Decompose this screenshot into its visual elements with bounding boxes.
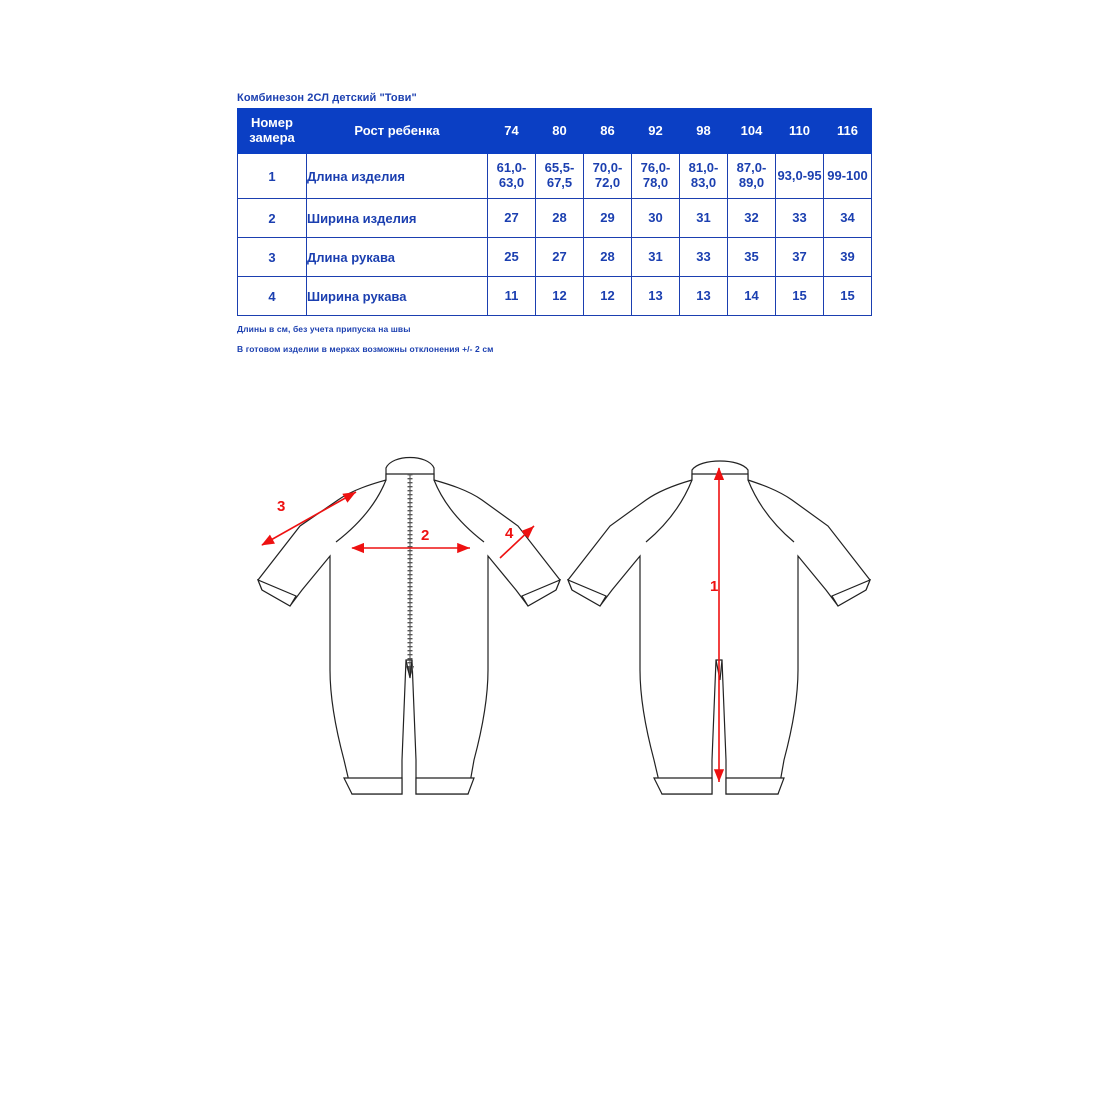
row-3-value-110: 37	[776, 238, 824, 277]
row-3-value-74: 25	[488, 238, 536, 277]
table-row	[238, 277, 872, 316]
header-size-74: 74	[488, 109, 536, 154]
marker-label-2: 2	[421, 527, 430, 544]
row-3-value-104: 35	[728, 238, 776, 277]
header-measure-number	[238, 109, 307, 154]
row-4-value-110: 15	[776, 277, 824, 316]
row-1-value-74: 61,0-63,0	[488, 154, 536, 199]
row-3-value-98: 33	[680, 238, 728, 277]
back-right-leg-cuff	[726, 778, 784, 794]
row-4-value-116: 15	[824, 277, 872, 316]
marker-label-1: 1	[710, 578, 719, 595]
row-4-value-86: 12	[584, 277, 632, 316]
back-left-leg-cuff	[654, 778, 712, 794]
row-2-value-74: 27	[488, 199, 536, 238]
row-2-value-80: 28	[536, 199, 584, 238]
garment-illustration	[0, 430, 1100, 850]
size-table	[237, 108, 872, 316]
header-size-110: 110	[776, 109, 824, 154]
header-size-80: 80	[536, 109, 584, 154]
row-2-value-86: 29	[584, 199, 632, 238]
front-left-leg-cuff	[344, 778, 402, 794]
row-2-value-110: 33	[776, 199, 824, 238]
row-4-name: Ширина рукава	[307, 277, 488, 316]
product-title: Комбинезон 2СЛ детский "Тови"	[237, 92, 417, 104]
row-2-value-104: 32	[728, 199, 776, 238]
row-3-value-116: 39	[824, 238, 872, 277]
header-size-104: 104	[728, 109, 776, 154]
size-table-header	[238, 109, 872, 154]
row-3-value-86: 28	[584, 238, 632, 277]
front-right-leg-cuff	[416, 778, 474, 794]
table-row	[238, 199, 872, 238]
row-4-value-80: 12	[536, 277, 584, 316]
table-header-row	[238, 109, 872, 154]
note-tolerance: В готовом изделии в мерках возможны отклонения +/- 2 см	[237, 344, 494, 354]
row-2-value-98: 31	[680, 199, 728, 238]
header-measure-number-line2: замера	[249, 130, 295, 145]
row-2-number: 2	[238, 199, 307, 238]
size-chart-block	[237, 92, 868, 354]
row-1-value-116: 99-100	[824, 154, 872, 199]
row-4-number: 4	[238, 277, 307, 316]
row-2-value-116: 34	[824, 199, 872, 238]
marker-label-4: 4	[505, 525, 514, 542]
row-3-name: Длина рукава	[307, 238, 488, 277]
table-row	[238, 238, 872, 277]
header-size-92: 92	[632, 109, 680, 154]
header-size-86: 86	[584, 109, 632, 154]
row-1-value-80: 65,5-67,5	[536, 154, 584, 199]
row-1-value-92: 76,0-78,0	[632, 154, 680, 199]
row-1-value-110: 93,0-95	[776, 154, 824, 199]
garment-drawing-svg	[0, 430, 1100, 850]
header-measure-number-line1: Номер	[251, 115, 293, 131]
row-1-name: Длина изделия	[307, 154, 488, 199]
row-1-number: 1	[238, 154, 307, 199]
row-4-value-98: 13	[680, 277, 728, 316]
header-size-116: 116	[824, 109, 872, 154]
row-3-number: 3	[238, 238, 307, 277]
row-1-value-98: 81,0-83,0	[680, 154, 728, 199]
size-table-body	[238, 154, 872, 316]
row-2-name: Ширина изделия	[307, 199, 488, 238]
row-2-value-92: 30	[632, 199, 680, 238]
row-4-value-104: 14	[728, 277, 776, 316]
front-view	[258, 458, 560, 795]
row-3-value-80: 27	[536, 238, 584, 277]
marker-label-3: 3	[277, 498, 286, 515]
table-row	[238, 154, 872, 199]
row-3-value-92: 31	[632, 238, 680, 277]
row-4-value-74: 11	[488, 277, 536, 316]
header-size-98: 98	[680, 109, 728, 154]
row-1-value-104: 87,0-89,0	[728, 154, 776, 199]
header-parameter: Рост ребенка	[307, 109, 488, 154]
note-seam-allowance: Длины в см, без учета припуска на швы	[237, 324, 411, 334]
row-1-value-86: 70,0-72,0	[584, 154, 632, 199]
row-4-value-92: 13	[632, 277, 680, 316]
